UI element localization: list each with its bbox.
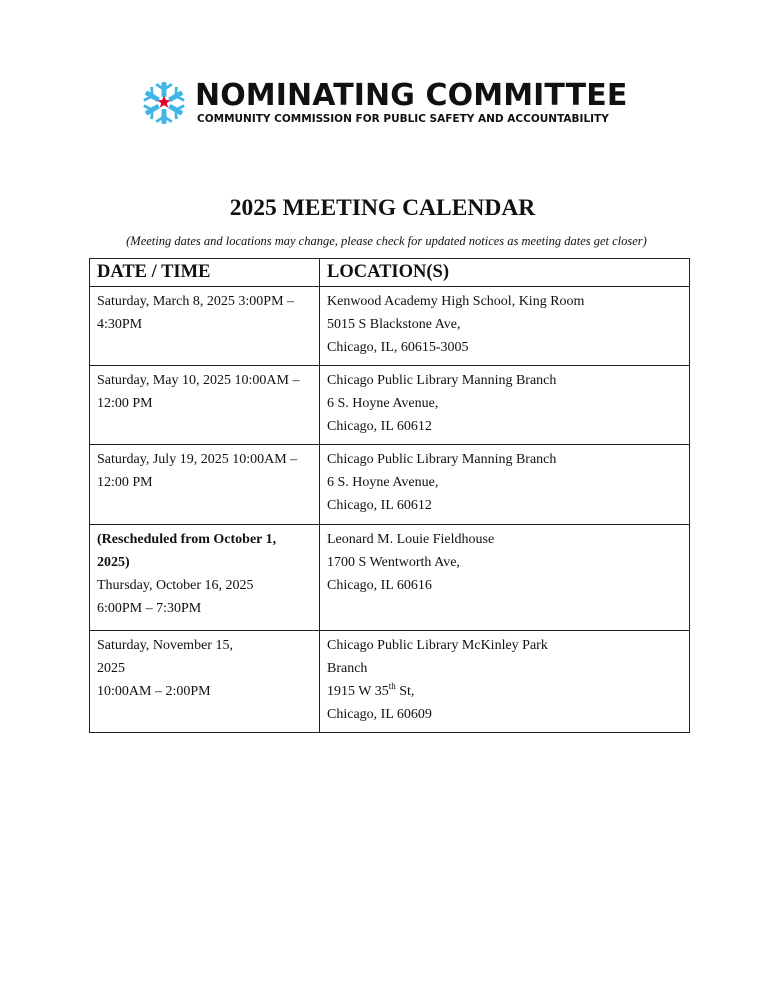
date-line: 6:00PM – 7:30PM <box>97 601 202 616</box>
location-line: Chicago, IL 60612 <box>327 498 432 513</box>
address-street: St, <box>395 684 415 699</box>
table-header-row <box>90 259 690 287</box>
date-line: Saturday, May 10, 2025 10:00AM – <box>97 373 300 388</box>
column-header-date-time: DATE / TIME <box>90 259 320 287</box>
committee-logo <box>140 78 628 127</box>
page-title: 2025 MEETING CALENDAR <box>229 195 536 221</box>
location-line: Chicago, IL 60609 <box>327 707 432 722</box>
rescheduled-note: (Rescheduled from October 1, <box>97 532 277 547</box>
table-row <box>90 366 690 445</box>
location-line: Chicago Public Library Manning Branch <box>327 373 557 388</box>
date-line: 2025 <box>97 661 125 676</box>
table-row <box>90 445 690 525</box>
location-cell <box>320 525 690 631</box>
date-time-cell <box>90 287 320 366</box>
address-number: 1915 W 35 <box>327 684 389 699</box>
location-line: Chicago Public Library McKinley Park <box>327 638 548 653</box>
location-cell <box>320 445 690 525</box>
date-line: 12:00 PM <box>97 396 153 411</box>
location-address-line <box>327 680 683 703</box>
date-line: 12:00 PM <box>97 475 153 490</box>
location-line: Chicago Public Library Manning Branch <box>327 452 557 467</box>
meeting-calendar-table <box>89 258 690 733</box>
table-row <box>90 287 690 366</box>
table-row <box>90 631 690 733</box>
date-time-cell <box>90 631 320 733</box>
snowflake-star-icon <box>140 79 188 127</box>
schedule-notice: (Meeting dates and locations may change, please check for updated notices as meeting dates get closer) <box>126 234 647 248</box>
location-cell <box>320 631 690 733</box>
rescheduled-note: 2025) <box>97 555 130 570</box>
date-line: Thursday, October 16, 2025 <box>97 578 254 593</box>
date-time-cell <box>90 445 320 525</box>
location-line: Branch <box>327 661 368 676</box>
location-line: Chicago, IL 60616 <box>327 578 432 593</box>
ordinal-suffix: th <box>388 681 396 691</box>
date-line: 4:30PM <box>97 317 143 332</box>
location-line: 6 S. Hoyne Avenue, <box>327 475 439 490</box>
date-time-cell <box>90 525 320 631</box>
table-row <box>90 525 690 631</box>
location-line: Chicago, IL 60612 <box>327 419 432 434</box>
location-line: Kenwood Academy High School, King Room <box>327 294 585 309</box>
committee-name: NOMINATING COMMITTEE <box>195 78 628 113</box>
location-line: Leonard M. Louie Fieldhouse <box>327 532 495 547</box>
date-line: 10:00AM – 2:00PM <box>97 684 211 699</box>
date-line: Saturday, July 19, 2025 10:00AM – <box>97 452 298 467</box>
date-time-cell <box>90 366 320 445</box>
location-cell <box>320 366 690 445</box>
commission-name: COMMUNITY COMMISSION FOR PUBLIC SAFETY AND ACCOUNTABILITY <box>197 113 609 125</box>
location-cell <box>320 287 690 366</box>
location-line: 6 S. Hoyne Avenue, <box>327 396 439 411</box>
location-line: 5015 S Blackstone Ave, <box>327 317 461 332</box>
date-line: Saturday, March 8, 2025 3:00PM – <box>97 294 295 309</box>
location-line: 1700 S Wentworth Ave, <box>327 555 460 570</box>
column-header-locations: LOCATION(S) <box>320 259 690 287</box>
location-line: Chicago, IL, 60615-3005 <box>327 340 469 355</box>
date-line: Saturday, November 15, <box>97 638 233 653</box>
